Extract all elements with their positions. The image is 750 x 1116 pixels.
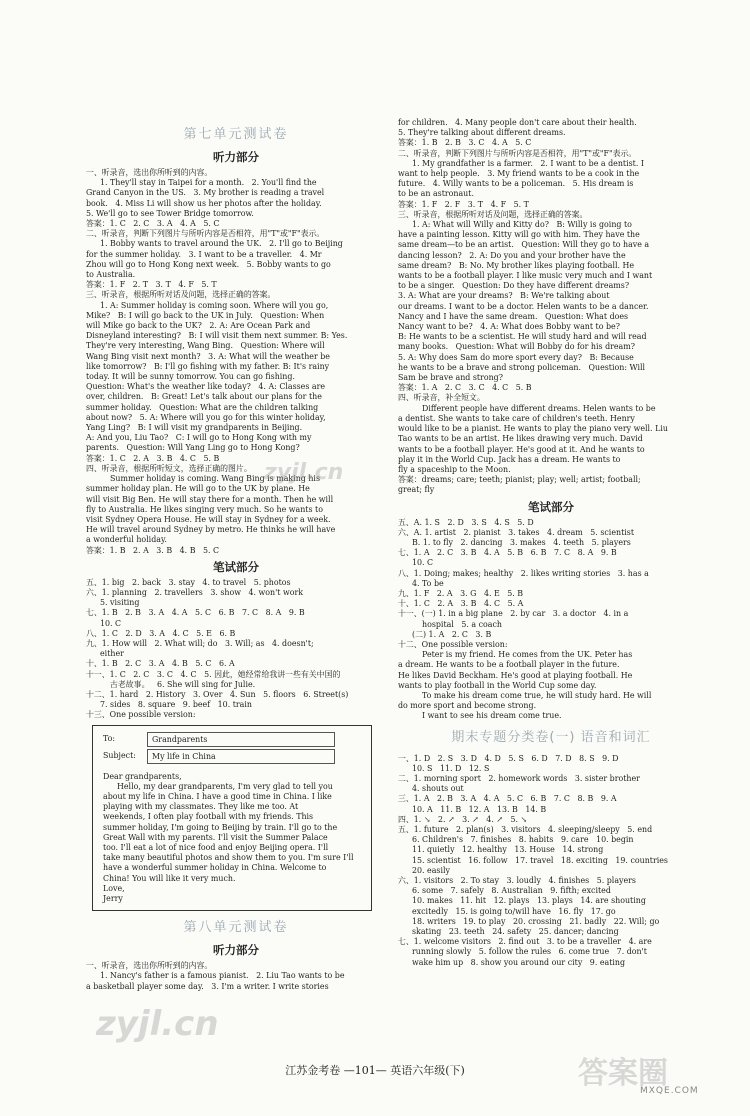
answer-line: 五、1. future 2. plan(s) 3. visitors 4. sleeping/sleepy 5. end [398,825,653,834]
answer-line: 六、1. visitors 2. To stay 3. loudly 4. finishes 5. players [398,876,636,886]
answer-line: 八、1. C 2. D 3. A 4. C 5. E 6. B [86,628,236,638]
answer-line: 七、1. welcome visitors 2. find out 3. to be a traveller 4. are [398,937,652,947]
text-line: have a painting lesson. Kitty will go with him. They have the [398,230,640,240]
answer-line: 答案：1. B 2. A 3. B 4. B 5. C [86,545,220,555]
answer-line: 答案：dreams; care; teeth; pianist; play; well; artist; football; [398,475,641,485]
answer-line: 答案：1. F 2. T 3. T 4. F 5. T [86,280,217,290]
text-line: dancing lesson? 2. A: Do you and your brother have the [398,250,626,260]
email-to-field: Grandparents [147,732,335,747]
footer-subject: 英语六年级(下) [390,1064,465,1077]
answer-line: 六、A. 1. artist 2. pianist 3. takes 4. dream 5. scientist [398,527,634,537]
answer-line: 11. quietly 12. healthy 13. House 14. strong [412,845,604,855]
text-line: Question: What's the weather like today? 4. A: Classes are [86,382,326,392]
text-line: China! You will like it very much. [103,873,236,883]
answer-line: 答案：1. B 2. B 3. C 4. A 5. C [398,138,532,148]
email-box [92,725,372,912]
answer-line: 答案：1. F 2. F 3. T 4. F 5. T [398,199,529,209]
u8-q1-head: 一、听录音，选出你所听到的内容。 [86,961,213,971]
answer-line: 七、1. B 2. B 3. A 4. A 5. C 6. B 7. C 8. A 9. B [86,608,305,618]
answer-line: 十二、1. hard 2. History 3. Over 4. Sun 5. floors 6. Street(s) [86,689,349,699]
text-line: Different people have different dreams. Helen wants to be [422,403,656,413]
text-line: weekends, I often play football with my friends. This [103,812,314,822]
writing-title: 笔试部分 [213,559,259,574]
answer-line: 十一、1. C 2. C 3. C 4. C 5. 因此，她经常给我讲一些有关中国的 [86,669,341,679]
text-line: many books. Question: What will Bobby do for his dream? [398,342,635,352]
unit8-title: 第八单元测试卷 [183,920,289,936]
text-line: a dentist. She wants to take care of children's teeth. Henry [398,413,635,423]
text-line: today. It will be sunny tomorrow. You can go fishing. [86,372,295,382]
answer-line: 二、1. morning sport 2. homework words 3. sister brother [398,773,640,783]
text-line: about now? 5. A: Where will you go for this winter holiday, [86,412,326,422]
text-line: Jerry [103,894,123,903]
text-line: summer holiday, I'm going to Beijing by train. I'll go to the [103,822,338,832]
text-line: Tao wants to be an artist. He likes drawing very much. David [398,434,643,444]
text-line: to be an astronaut. [398,189,474,199]
text-line: he wants to be a brave and strong policeman. Question: Will [398,362,646,372]
text-line: Hello, my dear grandparents, I'm very glad to tell you [117,781,333,791]
answer-line: 18. writers 19. to play 20. crossing 21. badly 22. Will; go [412,916,660,926]
text-line: summer holiday plan. He will go to the UK by plane. He [86,484,310,494]
text-line: a basketball player some day. 3. I'm a writer. I write stories [86,981,329,991]
text-line: for the summer holiday. 3. I want to be a traveller. 4. Mr [86,249,322,259]
text-line: 1. Bobby wants to travel around the UK. 2. I'll go to Beijing [100,239,343,249]
answer-line: 答案：1. A 2. C 3. C 4. C 5. B [398,383,532,393]
q1-head: 一、听录音，选出你所听到的内容。 [86,168,213,177]
answer-line: 6. some 7. safely 8. Australian 9. fifth; excited [412,886,611,896]
text-line: take many beautiful photos and show them to you. I'm sure I'll [103,853,354,863]
answer-line: 十一、(一) 1. in a big plane 2. by car 3. a doctor 4. in a [398,609,629,619]
listening-title-2: 听力部分 [213,943,259,958]
email-to-row [103,732,365,747]
text-line: Grand Canyon in the US. 3. My brother is reading a travel [86,188,325,198]
text-line: want to help people. 3. My friend wants to be a cook in the [398,169,640,179]
answer-line: 7. sides 8. square 9. beef 10. train [100,700,252,710]
watermark-logo: zyjl.cn [96,1004,219,1044]
text-line: To make his dream come true, he will study hard. He will [422,690,652,700]
unit7-title: 第七单元测试卷 [183,127,289,142]
text-line: 1. Nancy's father is a famous pianist. 2. Liu Tao wants to be [100,971,345,981]
answer-line: 10. S 11. D 12. S [412,763,490,773]
text-line: same dream—to be an artist. Question: Will they go to have a [398,240,650,250]
answer-line: excitedly 15. is going to/will have 16. fly 17. go [412,906,616,916]
email-to-label: To: [103,733,116,743]
text-line: fly a spaceship to the Moon. [398,464,511,474]
text-line: too. I'll eat a lot of nice food and enjoy Beijing opera. I'll [103,842,329,852]
text-line: I want to see his dream come true. [422,711,562,721]
text-line: summer holiday. Question: What are the children talking [86,402,319,412]
answer-line: 五、A. 1. S 2. D 3. S 4. S 5. D [398,517,534,527]
answer-line: 九、1. F 2. A 3. G 4. E 5. B [398,588,524,598]
email-subject-row [103,749,365,764]
answer-line: 答案：1. C 2. C 3. A 4. A 5. C [86,219,220,229]
text-line: playing with my classmates. They like me too. At [103,802,299,812]
text-line: wants to be a football player. I like music very much and I want [398,271,653,281]
answer-line: 6. Children's 7. finishes 8. habits 9. care 10. begin [412,835,634,845]
answer-line: 10. C [100,618,122,628]
text-line: Wang Bing visit next month? 3. A: What will the weather be [86,351,330,361]
answer-line: hospital 5. a coach [422,619,503,629]
watermark-url: MXQE.COM [640,1086,699,1096]
q4-head: 四、听录音，根据所听短文，选择正确的图片。 [86,463,252,473]
text-line: 5. They're talking about different dreams. [398,128,566,138]
answer-line: 八、1. Doing; makes; healthy 2. likes writing stories 3. has a [398,568,649,578]
answer-line: 六、1. planning 2. travellers 3. show 4. won't work [86,587,304,597]
answer-line: 十、1. C 2. A 3. B 4. C 5. A [398,599,524,609]
text-line: will Mike go back to the UK? 2. A: Are Ocean Park and [86,321,311,331]
text-line: Peter is my friend. He comes from the UK. Peter has [422,650,633,660]
email-subject-label: Subject: [103,750,136,760]
text-line: B: He wants to be a scientist. He will study hard and will read [398,332,647,342]
watermark-logo: 答案圈 [578,1056,668,1091]
text-line: wants to be a football player. He's good at it. And he wants to [398,444,645,454]
special-test-title: 期末专题分类卷(一) 语音和词汇 [451,729,651,745]
listening-title: 听力部分 [213,150,259,164]
text-line: Mike? B: I will go back to the UK in July. Question: When [86,310,325,320]
email-subject-field: My life in China [147,749,335,764]
text-line: Dear grandparents, [103,771,182,781]
answer-line: 15. scientist 16. follow 17. travel 18. exciting 19. countries [412,855,668,865]
text-line: future. 4. Willy wants to be a policeman. 5. His dream is [398,179,634,189]
right-column [398,118,704,968]
answer-line: 一、1. D 2. S 3. D 4. D 5. S 6. D 7. D 8. S 9. D [398,753,619,763]
answer-line: skating 23. teeth 24. safety 25. dancer; dancing [412,927,619,937]
q2-head: 二、听录音，判断下列图片与所听内容是否相符，用"T"或"F"表示。 [86,229,325,239]
answer-line: either [100,649,124,659]
text-line: 5. We'll go to see Tower Bridge tomorrow. [86,208,254,218]
q2-head: 二、听录音，判断下列图片与所听内容是否相符，用"T"或"F"表示。 [398,148,637,158]
answer-line: 十二、One possible version: [398,639,508,649]
answer-line: 4. To be [412,578,444,588]
answer-line: 答案：1. C 2. A 3. B 4. C 5. B [86,453,220,463]
answer-line: 十三、One possible version: [86,710,196,720]
text-line: 3. A: What are your dreams? B: We're talking about [398,291,610,301]
text-line: Nancy and I have the same dream. Question: What does [398,311,629,321]
answer-line: 10. C [412,558,434,568]
answer-line: 5. visiting [100,598,140,608]
text-line: for children. 4. Many people don't care about their health. [398,118,637,127]
text-line: Summer holiday is coming. Wang Bing is making his [110,474,321,484]
answer-line: 10. A 11. B 12. A 13. B 14. B [412,804,547,814]
text-line: parents. Question: Will Yang Ling go to Hong Kong? [86,443,300,453]
answer-line: great; fly [398,485,435,495]
text-line: He likes David Beckham. He's good at playing football. He [398,670,633,680]
answer-line: 古老故事。 6. She will sing for Julie. [110,679,256,689]
text-line: our dreams. I want to be a doctor. Helen wants to be a dancer. [398,301,649,311]
text-line: They're very interesting, Wang Bing. Question: Where will [86,341,325,351]
footer-page-number: —101— [343,1064,387,1077]
text-line: A: And you, Liu Tao? C: I will go to Hong Kong with my [86,433,312,443]
text-line: book. 4. Miss Li will show us her photos after the holiday. [86,198,322,208]
q3-head: 三、听录音，根据所听对话及问题，选择正确的答案。 [86,290,276,300]
email-body [103,772,365,905]
q3-head: 三、听录音，根据所听对话及问题，选择正确的答案。 [398,209,588,219]
writing-title: 笔试部分 [528,499,574,514]
answer-line: B. 1. to fly 2. dancing 3. makes 4. teeth 5. players [412,537,631,547]
text-line: same dream? B: No. My brother likes playing football. He [398,260,635,270]
text-line: about my life in China. I have a good time in China. I like [103,791,332,801]
answer-line: (二) 1. A 2. C 3. B [412,629,492,639]
text-line: Disneyland interesting? B: I will visit them next summer. B: Yes. [86,331,348,341]
text-line: visit Sydney Opera House. He will stay in Sydney for a week. [86,514,331,524]
text-line: do more sport and become strong. [398,701,537,711]
text-line: Great Wall with my parents. I'll visit the Summer Palace [103,832,328,842]
answer-line: 五、1. big 2. back 3. stay 4. to travel 5. photos [86,577,291,587]
answer-line: 九、1. How will 2. What will; do 3. Will; as 4. doesn't; [86,638,314,648]
q4-head: 四、听录音，补全短文。 [398,393,485,403]
left-column [86,118,386,992]
answer-line: 10. makes 11. hit 12. plays 13. plays 14. are shouting [412,896,646,906]
text-line: Yang Ling? B: I will visit my grandparents in Beijing. [86,423,303,433]
text-line: have a wonderful summer holiday in China. Welcome to [103,863,327,873]
text-line: 1. A: Summer holiday is coming soon. Where will you go, [100,300,329,310]
text-line: wants to play football in the World Cup some day. [398,680,597,690]
answer-line: 十、1. B 2. C 3. A 4. B 5. C 6. A [86,659,235,669]
text-line: 1. A: What will Willy and Kitty do? B: Willy is going to [412,220,632,230]
text-line: will visit Big Ben. He will stay there for a month. Then he will [86,494,334,504]
answer-line: 四、1. ↘ 2. ↗ 3. ↗ 4. ↗ 5. ↘ [398,814,528,824]
text-line: like tomorrow? B: I'll go fishing with my father. B: It's rainy [86,361,330,371]
answer-line: 20. easily [412,865,450,875]
text-line: Love, [103,883,125,893]
text-line: fly to Australia. He likes singing very much. So he wants to [86,504,323,514]
text-line: Nancy want to be? 4. A: What does Bobby want to be? [398,322,620,332]
text-line: to be a singer. Question: Do they have different dreams? [398,281,630,291]
text-line: would like to be a pianist. He wants to play the piano very well. Liu [398,424,668,434]
answer-line: running slowly 5. follow the rules 6. come true 7. don't [412,947,647,957]
answer-line: 七、1. A 2. C 3. B 4. A 5. B 6. B 7. C 8. A 9. B [398,548,617,558]
text-line: 1. They'll stay in Taipei for a month. 2. You'll find the [100,178,317,188]
answer-line: wake him up 8. show you around our city 9. eating [412,957,626,967]
text-line: over, children. B: Great! Let's talk about our plans for the [86,392,322,402]
text-line: a dream. He wants to be a football player in the future. [398,660,620,670]
answer-line: 三、1. A 2. B 3. A 4. A 5. C 6. B 7. C 8. B 9. A [398,794,617,804]
text-line: play it in the World Cup. Jack has a dream. He wants to [398,454,621,464]
answer-line: 4. shouts out [412,784,464,794]
text-line: He will travel around Sydney by metro. He thinks he will have [86,525,336,535]
footer-book-title: 江苏金考卷 [285,1064,341,1077]
text-line: to Australia. [86,270,136,280]
text-line: Sam be brave and strong? [398,373,503,383]
text-line: Zhou will go to Hong Kong next week. 5. Bobby wants to go [86,259,331,269]
text-line: 1. My grandfather is a farmer. 2. I want to be a dentist. I [412,158,644,168]
text-line: a wonderful holiday. [86,535,167,545]
text-line: 5. A: Why does Sam do more sport every day? B: Because [398,352,634,362]
watermark-logo: zyjl.cn [264,460,344,485]
